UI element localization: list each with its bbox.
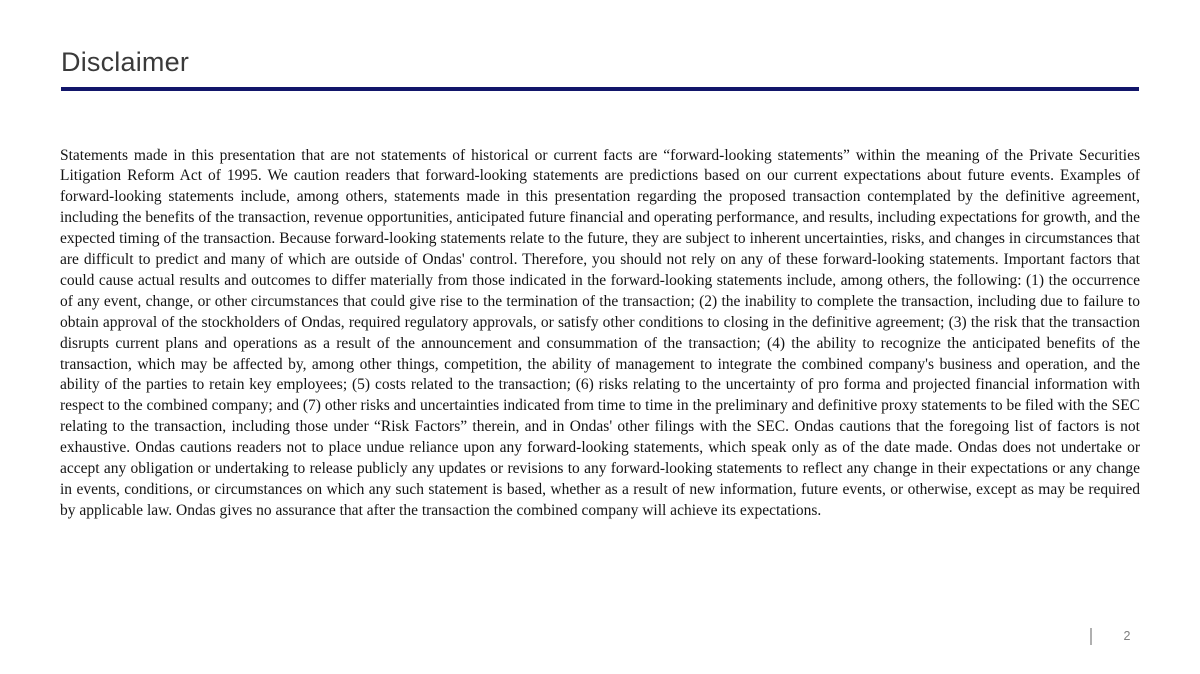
disclaimer-body-text: Statements made in this presentation that are not statements of historical or current facts are “forward-looking statements” within the meaning of the Private Securities Litigation Reform Act of 1995. We caution readers that forward-looking statements are predictions based on our current expectations about future events. Examples of forward-looking statements include, among others, statements made in this presentation regarding the proposed transaction contemplated by the definitive agreement, including the benefits of the transaction, revenue opportunities, anticipated future financial and operating performance, and results, including expectations for growth, and the expected timing of the transaction. Because forward-looking statements relate to the future, they are subject to inherent uncertainties, risks, and changes in circumstances that are difficult to predict and many of which are outside of Ondas' control. Therefore, you should not rely on any of these forward-looking statements. Important factors that could cause actual results and outcomes to differ materially from those indicated in the forward-looking statements include, among others, the following: (1) the occurrence of any event, change, or other circumstances that could give rise to the termination of the transaction; (2) the inability to complete the transaction, including due to failure to obtain approval of the stockholders of Ondas, required regulatory approvals, or satisfy other conditions to closing in the definitive agreement; (3) the risk that the transaction disrupts current plans and operations as a result of the announcement and consummation of the transaction; (4) the ability to recognize the anticipated benefits of the transaction, which may be affected by, among other things, competition, the ability of management to integrate the combined company's business and operation, and the ability of the parties to retain key employees; (5) costs related to the transaction; (6) risks relating to the uncertainty of pro forma and projected financial information with respect to the combined company; and (7) other risks and uncertainties indicated from time to time in the preliminary and definitive proxy statements to be filed with the SEC relating to the transaction, including those under “Risk Factors” therein, and in Ondas' other filings with the SEC. Ondas cautions that the foregoing list of factors is not exhaustive. Ondas cautions readers not to place undue reliance upon any forward-looking statements, which speak only as of the date made. Ondas does not undertake or accept any obligation or undertaking to release publicly any updates or revisions to any forward-looking statements to reflect any change in their expectations or any change in events, conditions, or circumstances on which any such statement is based, whether as a result of new information, future events, or otherwise, except as may be required by applicable law. Ondas gives no assurance that after the transaction the combined company will achieve its expectations. — [60, 146, 1140, 519]
footer-divider — [1090, 628, 1092, 645]
page-number: 2 — [1123, 629, 1131, 643]
page-title: Disclaimer — [61, 47, 190, 78]
title-rule-divider — [61, 87, 1139, 91]
